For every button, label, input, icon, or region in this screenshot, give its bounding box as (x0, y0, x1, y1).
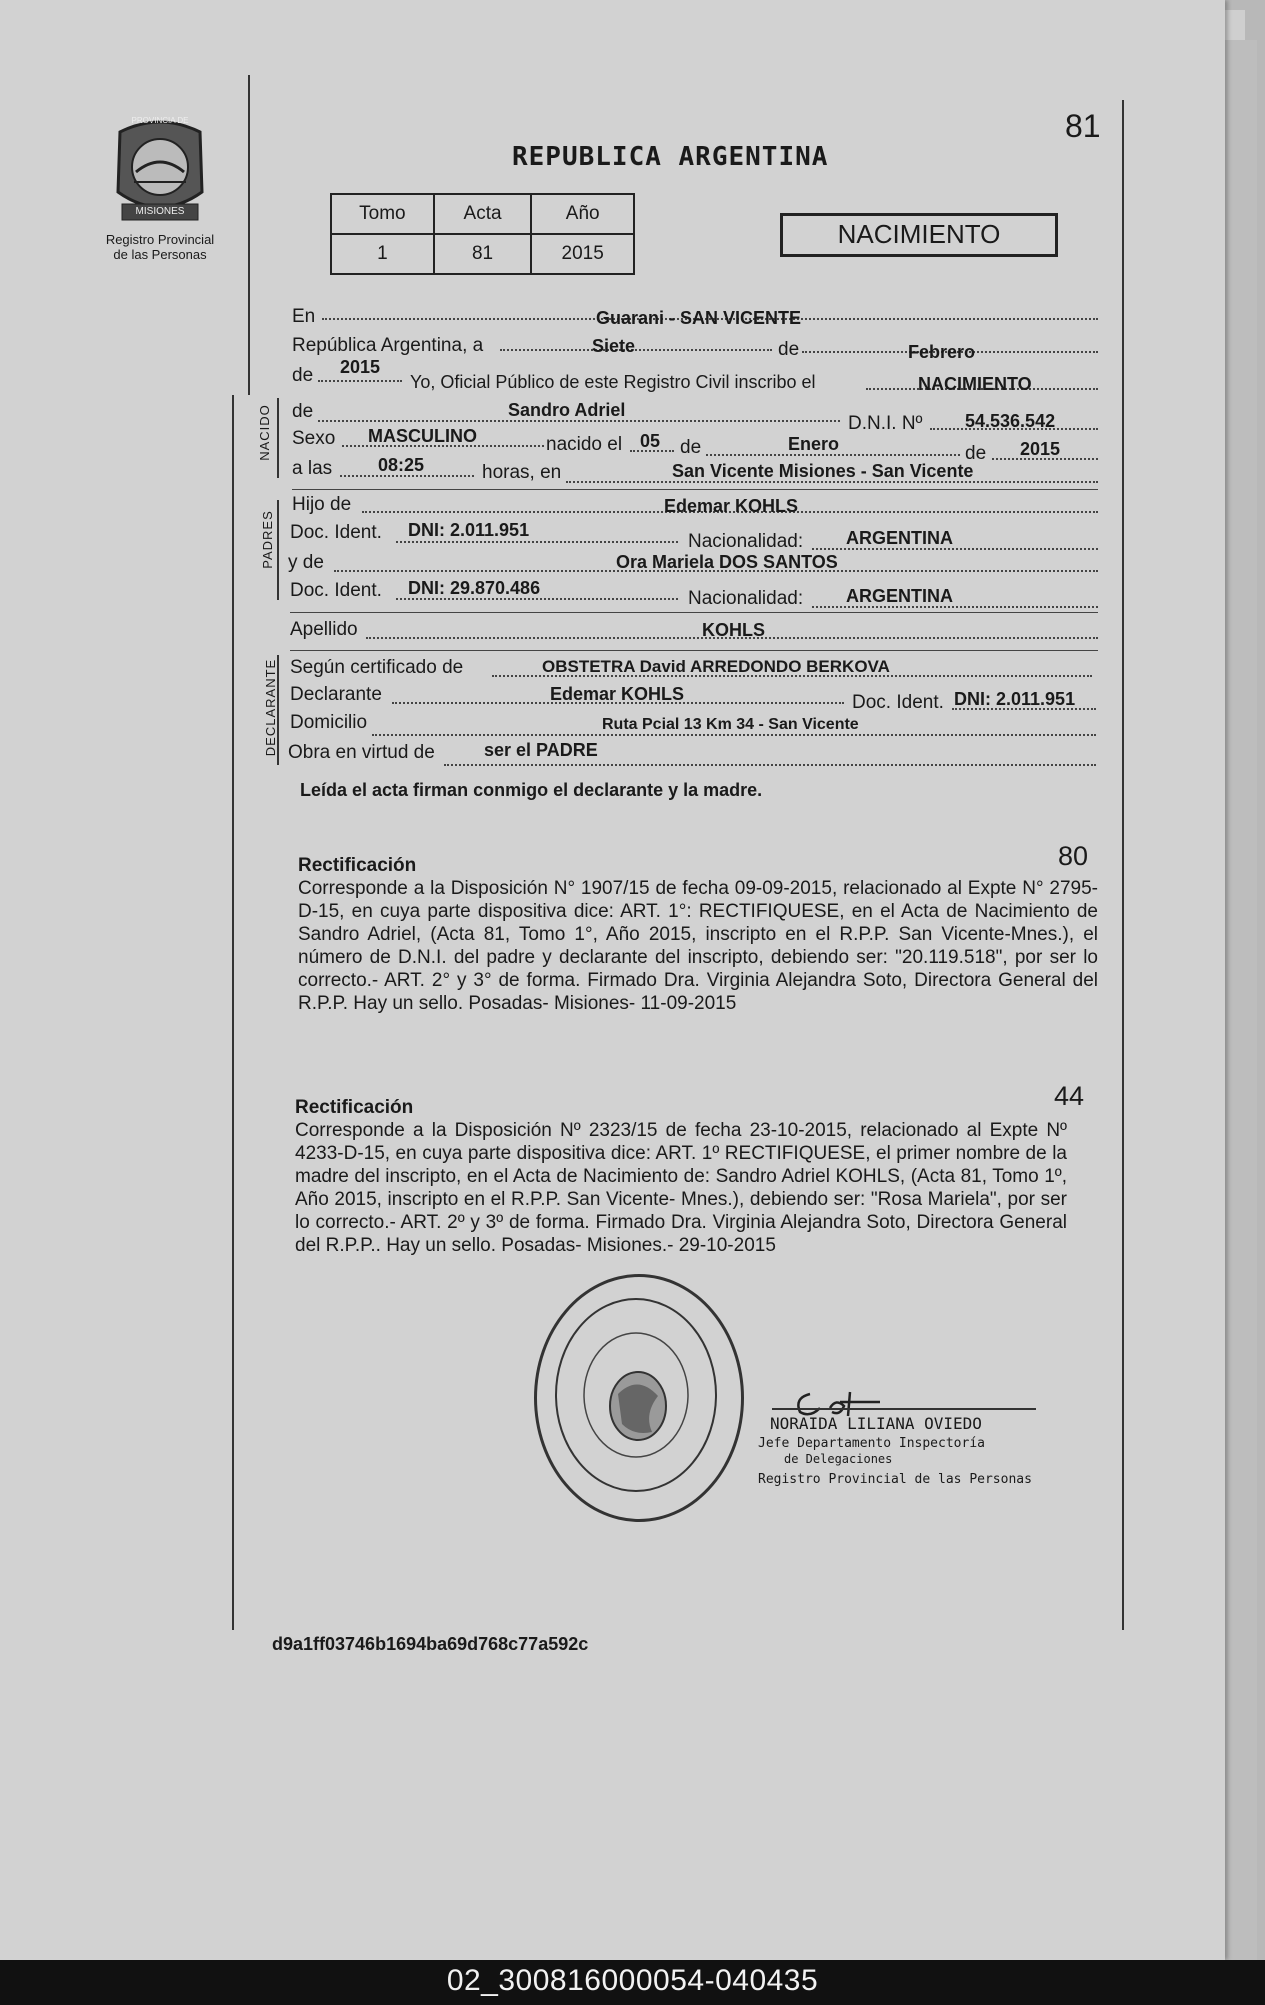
registry-label (90, 232, 230, 262)
rectificacion2 (295, 1096, 1067, 1257)
label-en: En (292, 306, 316, 327)
ref-header-acta: Acta (434, 194, 532, 234)
dots-padre-doc (396, 541, 678, 543)
label-dni: D.N.I. Nº (848, 413, 923, 434)
value-padre-nac: ARGENTINA (846, 528, 953, 548)
label-segun-cert: Según certificado de (290, 657, 464, 678)
value-declarante-doc: DNI: 2.011.951 (954, 689, 1076, 709)
rectificacion1 (298, 854, 1098, 1015)
rectificacion2-body: Corresponde a la Disposición Nº 2323/15 de fecha 23-10-2015, relacionado al Expte Nº 4233-D-15, en cuya parte dispositiva dice: ART. 1º RECTIFIQUESE, el primer nombre de la madre del inscripto, en el Acta de Nacimiento de: Sandro Adriel KOHLS, (Acta 81, Tomo 1º, Año 2015, inscripto en el R.P.P. San Vicente- Mnes.), debiendo ser: "Rosa Mariela", por ser lo correcto.- ART. 2º y 3º de forma. Firmado Dra. Virginia Alejandra Soto, Directora General del R.P.P.. Hay un sello. Posadas- Misiones.- 29-10-2015 (295, 1120, 1067, 1256)
rectificacion1-number: 80 (1058, 841, 1089, 871)
label-doc-ident: Doc. Ident. (290, 522, 382, 543)
signatory-role2: de Delegaciones (784, 1452, 893, 1466)
label-nacido-el: nacido el (546, 434, 623, 455)
value-lugar: Guarani - SAN VICENTE (596, 308, 802, 328)
value-anio-nac: 2015 (1020, 439, 1061, 459)
ref-value-tomo: 1 (331, 234, 434, 274)
logo-text-top: PROVINCIA DE (131, 116, 189, 125)
value-anio: 2015 (340, 357, 381, 377)
section-rule-1 (292, 489, 1098, 490)
label-horas-en: horas, en (482, 462, 562, 483)
label-domicilio: Domicilio (290, 712, 368, 733)
dots-dia (500, 349, 772, 351)
label-sexo: Sexo (292, 428, 336, 449)
value-obra: ser el PADRE (484, 740, 598, 760)
official-seal (534, 1274, 744, 1522)
label-y-de: y de (288, 552, 324, 573)
signature-line (772, 1408, 1036, 1410)
side-label-declarante: DECLARANTE (263, 658, 279, 757)
value-dia-nac: 05 (640, 431, 661, 451)
logo-text-bottom: MISIONES (135, 206, 185, 217)
dots-obra (444, 764, 1096, 766)
value-padre: Edemar KOHLS (664, 496, 799, 516)
label-yo-oficial: Yo, Oficial Público de este Registro Civil inscribo el (410, 372, 816, 392)
signatory-role3: Registro Provincial de las Personas (758, 1472, 1032, 1487)
padres-bracket (277, 500, 279, 600)
reference-table (330, 193, 635, 275)
value-lugar-nac: San Vicente Misiones - San Vicente (672, 461, 974, 481)
side-label-padres: PADRES (259, 510, 275, 569)
value-mes-nac: Enero (788, 434, 840, 454)
document-hash: d9a1ff03746b1694ba69d768c77a592c (272, 1634, 589, 1654)
label-de-nombre: de (292, 401, 314, 422)
rectificacion2-heading: Rectificación (295, 1097, 414, 1118)
rectificacion1-heading: Rectificación (298, 855, 417, 876)
label-de-c: de (965, 443, 987, 464)
side-label-nacido: NACIDO (256, 404, 272, 461)
label-obra: Obra en virtud de (288, 742, 435, 763)
value-apellido: KOHLS (702, 620, 765, 640)
label-de-b: de (680, 437, 702, 458)
label-nacionalidad2: Nacionalidad: (688, 588, 804, 609)
value-nombre: Sandro Adriel (508, 400, 626, 420)
label-de-mes: de (778, 339, 800, 360)
value-madre-nac: ARGENTINA (846, 586, 953, 606)
label-hijo-de: Hijo de (292, 494, 352, 515)
rectificacion2-number: 44 (1054, 1081, 1085, 1111)
value-acto: NACIMIENTO (918, 374, 1032, 394)
value-mes: Febrero (908, 342, 976, 362)
value-madre: Ora Mariela DOS SANTOS (616, 552, 838, 572)
label-doc-ident3: Doc. Ident. (852, 692, 944, 713)
label-de-year: de (292, 365, 314, 386)
right-margin-line (1122, 100, 1124, 1630)
act-type-box: NACIMIENTO (780, 213, 1058, 257)
ref-value-acta: 81 (434, 234, 532, 274)
document-title: REPUBLICA ARGENTINA (512, 142, 829, 172)
label-declarante: Declarante (290, 684, 382, 705)
label-apellido: Apellido (290, 619, 358, 640)
label-republica: República Argentina, a (292, 335, 484, 356)
value-domicilio: Ruta Pcial 13 Km 34 - San Vicente (602, 716, 859, 733)
label-doc-ident2: Doc. Ident. (290, 580, 382, 601)
left-margin-line-lower (232, 395, 234, 1630)
ref-header-tomo: Tomo (331, 194, 434, 234)
value-hora: 08:25 (378, 455, 425, 475)
dots-domicilio (372, 734, 1096, 736)
ref-value-anio: 2015 (531, 234, 634, 274)
nacido-bracket (277, 398, 279, 478)
signatory-role1: Jefe Departamento Inspectoría (758, 1436, 985, 1451)
registry-line1: Registro Provincial (105, 232, 215, 247)
section-rule-2 (290, 612, 1098, 613)
value-madre-doc: DNI: 29.870.486 (408, 578, 541, 598)
label-nacionalidad: Nacionalidad: (688, 531, 804, 552)
section-rule-3 (290, 650, 1098, 651)
left-margin-line (248, 75, 250, 395)
closing-statement: Leída el acta firman conmigo el declarante y la madre. (300, 780, 763, 800)
registry-line2: de las Personas (113, 247, 207, 262)
value-dia: Siete (592, 336, 636, 356)
ref-header-anio: Año (531, 194, 634, 234)
value-certificado: OBSTETRA David ARREDONDO BERKOVA (542, 657, 890, 676)
value-dni: 54.536.542 (965, 411, 1056, 431)
signatory-name: NORAIDA LILIANA OVIEDO (770, 1414, 982, 1433)
page-number: 81 (1065, 108, 1101, 144)
label-a-las: a las (292, 458, 333, 479)
value-padre-doc: DNI: 2.011.951 (408, 520, 530, 540)
dots-anio (318, 380, 402, 382)
value-sexo: MASCULINO (368, 426, 477, 446)
rectificacion1-body: Corresponde a la Disposición N° 1907/15 de fecha 09-09-2015, relacionado al Expte N° 2795-D-15, en cuya parte dispositiva dice: ART. 1°: RECTIFIQUESE, en el Acta de Nacimiento de Sandro Adriel, (Acta 81, Tomo 1°, Año 2015, inscripto en el R.P.P. San Vicente-Mnes.), el número de D.N.I. del padre y declarante del inscripto, debiendo ser: "20.119.518", por ser lo correcto.- ART. 2° y 3° de forma. Firmado Dra. Virginia Alejandra Soto, Directora General del R.P.P. Hay un sello. Posadas- Misiones- 11-09-2015 (298, 878, 1098, 1014)
value-declarante: Edemar KOHLS (550, 684, 685, 704)
file-caption: 02_300816000054-040435 (446, 1964, 819, 1997)
